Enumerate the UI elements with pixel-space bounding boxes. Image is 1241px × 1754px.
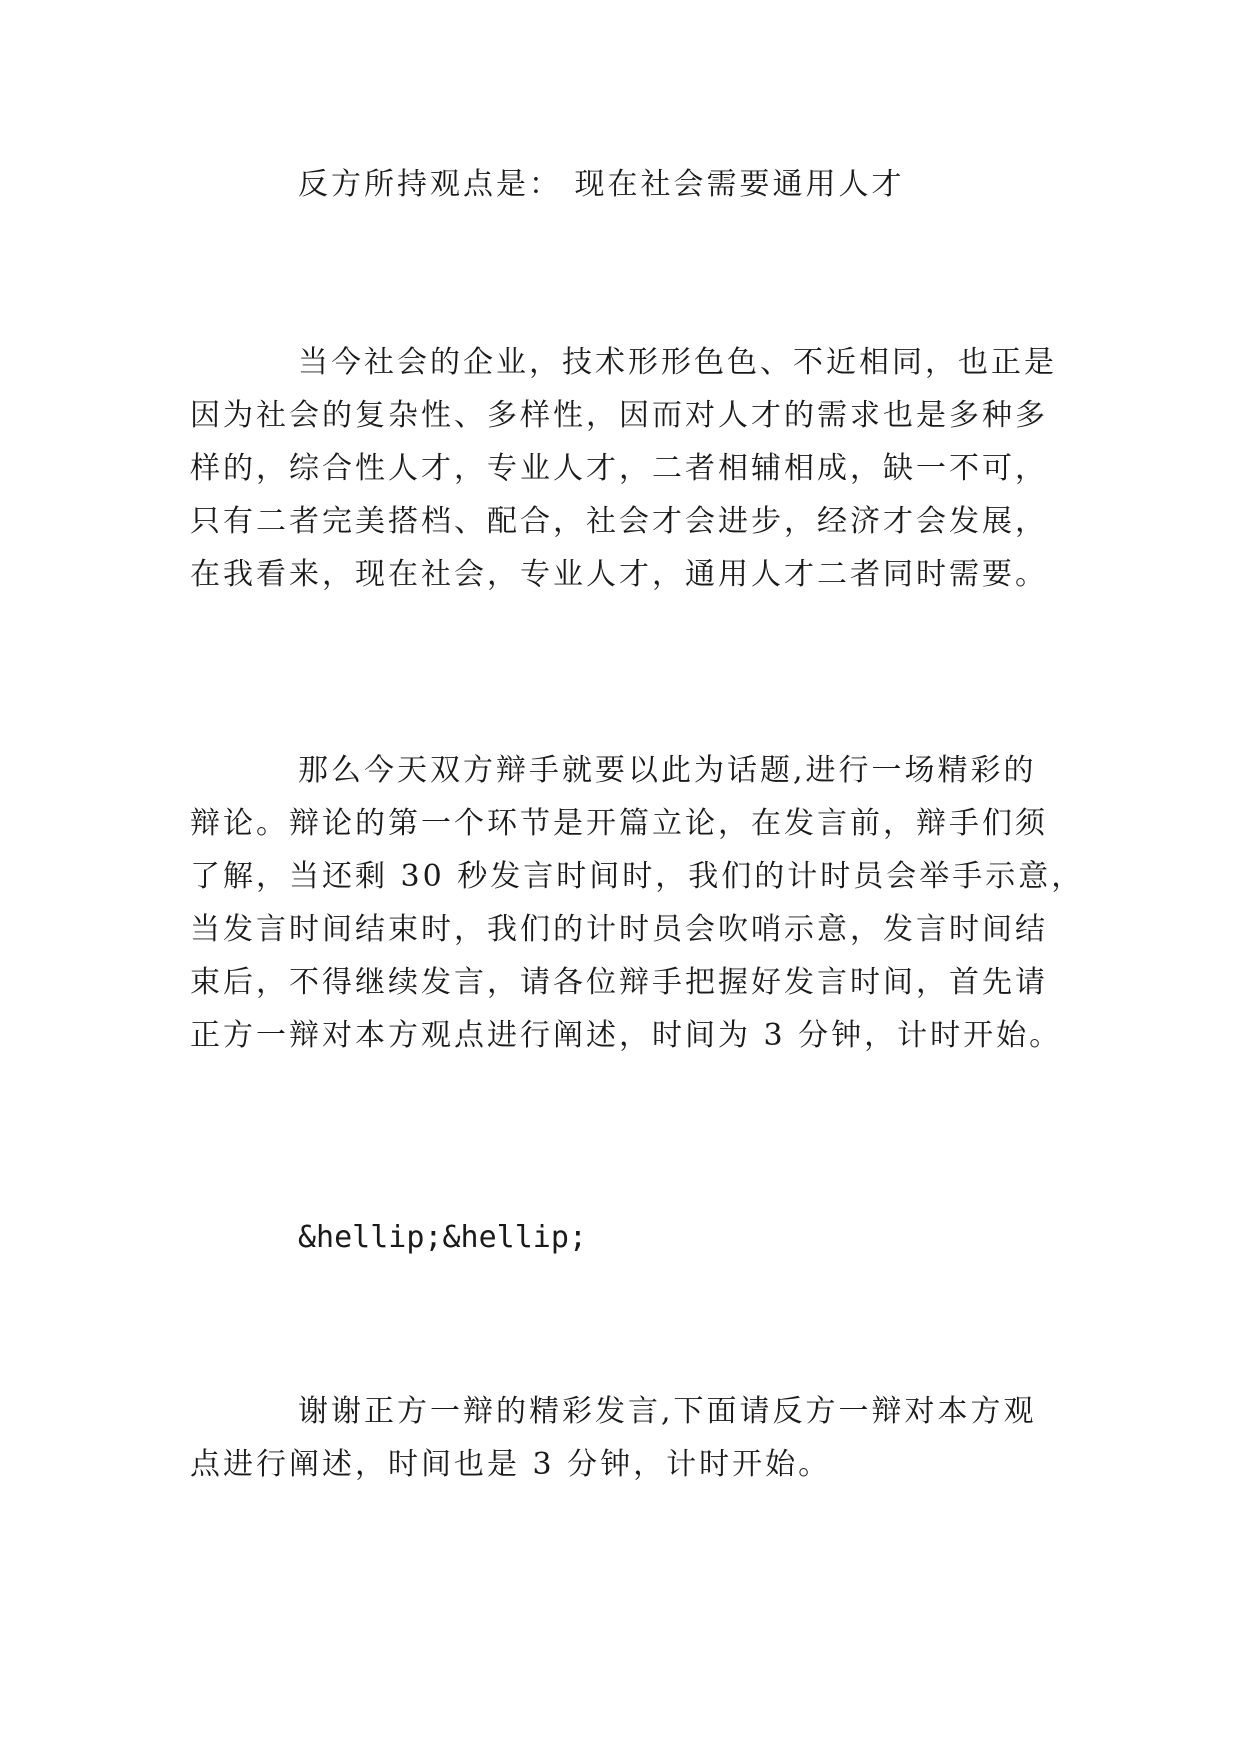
text-line: &hellip;&hellip; <box>298 1220 587 1255</box>
paragraph-thanks-transition <box>190 1385 1060 1491</box>
text-line: 只有二者完美搭档、配合，社会才会进步，经济才会发展， <box>190 504 1048 539</box>
text-line: 样的，综合性人才，专业人才，二者相辅相成，缺一不可， <box>190 451 1048 486</box>
paragraph-debate-rules <box>190 744 1085 1062</box>
ellipsis-placeholder <box>190 1211 1060 1264</box>
text-line: 因为社会的复杂性、多样性，因而对人才的需求也是多种多 <box>190 398 1048 433</box>
text-line: 当发言时间结束时，我们的计时员会吹哨示意，发言时间结 <box>190 912 1048 947</box>
paragraph-society-needs <box>190 336 1060 601</box>
text-line: 那么今天双方辩手就要以此为话题,进行一场精彩的 <box>298 753 1037 788</box>
text-line: 束后，不得继续发言，请各位辩手把握好发言时间，首先请 <box>190 965 1048 1000</box>
text-line: 了解，当还剩 30 秒发言时间时，我们的计时员会举手示意， <box>190 859 1085 894</box>
text-line: 辩论。辩论的第一个环节是开篇立论，在发言前，辩手们须 <box>190 806 1048 841</box>
text-line: 点进行阐述，时间也是 3 分钟，计时开始。 <box>190 1447 832 1482</box>
text-line: 正方一辩对本方观点进行阐述，时间为 3 分钟，计时开始。 <box>190 1018 1063 1053</box>
opposing-view-statement <box>190 158 1060 211</box>
text-line: 当今社会的企业，技术形形色色、不近相同，也正是 <box>298 345 1057 380</box>
text-line: 谢谢正方一辩的精彩发言,下面请反方一辩对本方观 <box>298 1394 1037 1429</box>
text-line: 反方所持观点是： 现在社会需要通用人才 <box>298 167 905 202</box>
text-line: 在我看来，现在社会，专业人才，通用人才二者同时需要。 <box>190 557 1048 592</box>
